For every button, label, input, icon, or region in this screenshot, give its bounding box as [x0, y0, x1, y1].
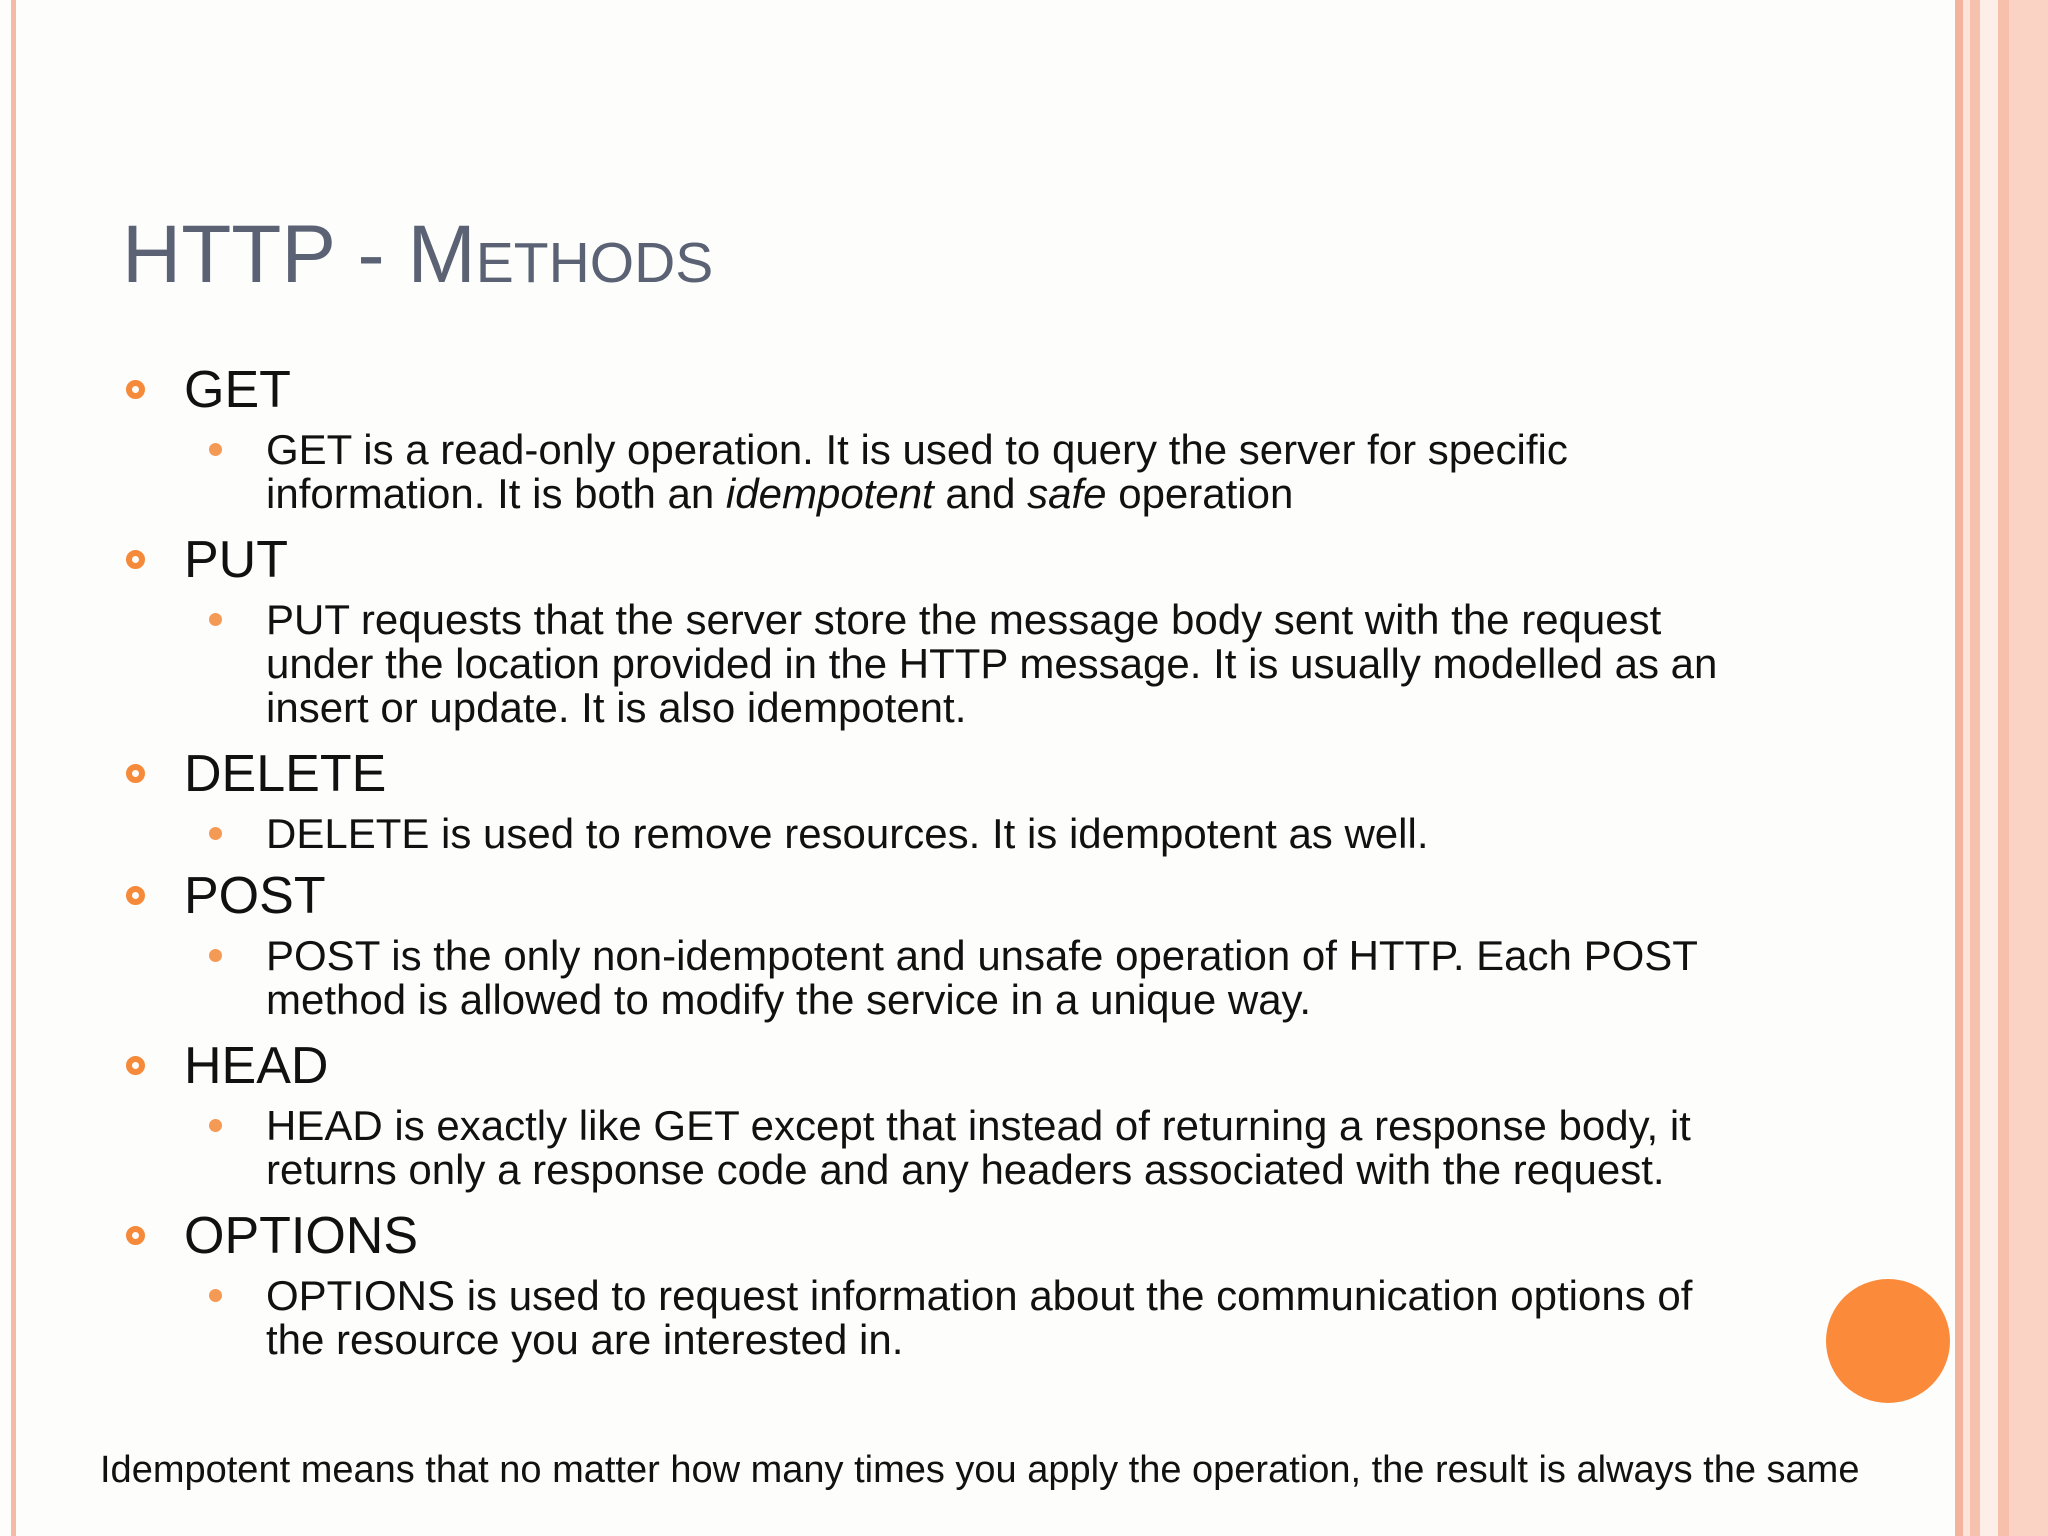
footnote: Idempotent means that no matter how many times you apply the operation, the result is always the same: [100, 1449, 1860, 1491]
method-description: [266, 598, 1722, 730]
ring-bullet-icon: [126, 764, 145, 783]
dot-bullet-icon: [209, 443, 222, 456]
description-text: GET is a read-only operation. It is used to query the server for specific information. It is both an: [266, 426, 1568, 517]
title-lead: HTTP -: [122, 209, 408, 300]
dot-bullet-icon: [209, 1289, 222, 1302]
dot-bullet-icon: [209, 613, 222, 626]
method-description: [266, 812, 1722, 856]
method-heading: [122, 1036, 1722, 1096]
method-name: DELETE: [184, 745, 387, 803]
ring-bullet-icon: [126, 550, 145, 569]
description-text: operation: [1106, 470, 1294, 517]
description-text: PUT requests that the server store the message body sent with the request under the location provided in the HTTP message. It is usually modelled as an insert or update. It is also idempotent.: [266, 596, 1718, 731]
title-rest: Methods: [407, 209, 714, 300]
ring-bullet-icon: [126, 1056, 145, 1075]
dot-bullet-icon: [209, 949, 222, 962]
description-text: and: [933, 470, 1028, 517]
method-item-delete: [122, 744, 1722, 856]
slide-title: [122, 209, 714, 300]
method-item-get: [122, 360, 1722, 516]
description-text: OPTIONS is used to request information about the communication options of the resource you are interested in.: [266, 1272, 1693, 1363]
method-heading: [122, 530, 1722, 590]
method-heading: [122, 744, 1722, 804]
method-name: POST: [184, 867, 326, 925]
method-description: [266, 1104, 1722, 1192]
dot-bullet-icon: [209, 1119, 222, 1132]
method-item-put: [122, 530, 1722, 730]
description-emphasis: idempotent: [725, 470, 934, 517]
border-stripe: [1955, 0, 1963, 1536]
right-border-stripes: [1955, 0, 2048, 1536]
method-name: GET: [184, 361, 291, 419]
method-heading: [122, 866, 1722, 926]
border-stripe: [1970, 0, 1980, 1536]
ring-bullet-icon: [126, 1226, 145, 1245]
border-stripe: [2009, 0, 2048, 1536]
method-description: [266, 934, 1722, 1022]
description-emphasis: safe: [1027, 470, 1107, 517]
method-heading: [122, 1206, 1722, 1266]
left-border-rule: [11, 0, 16, 1536]
ring-bullet-icon: [126, 886, 145, 905]
methods-list: [122, 360, 1722, 1362]
method-item-head: [122, 1036, 1722, 1192]
border-stripe: [1998, 0, 2009, 1536]
description-text: DELETE is used to remove resources. It is idempotent as well.: [266, 810, 1429, 857]
description-text: POST is the only non-idempotent and unsafe operation of HTTP. Each POST method is allowed to modify the service in a unique way.: [266, 932, 1698, 1023]
method-description: [266, 1274, 1722, 1362]
border-stripe: [1980, 0, 1998, 1536]
method-heading: [122, 360, 1722, 420]
ring-bullet-icon: [126, 380, 145, 399]
decorative-orange-circle: [1826, 1279, 1950, 1403]
border-stripe: [1963, 0, 1970, 1536]
method-item-options: [122, 1206, 1722, 1362]
method-name: PUT: [184, 531, 288, 589]
dot-bullet-icon: [209, 827, 222, 840]
method-item-post: [122, 866, 1722, 1022]
method-name: HEAD: [184, 1037, 329, 1095]
description-text: HEAD is exactly like GET except that instead of returning a response body, it returns only a response code and any headers associated with the request.: [266, 1102, 1691, 1193]
method-description: [266, 428, 1722, 516]
method-name: OPTIONS: [184, 1207, 419, 1265]
